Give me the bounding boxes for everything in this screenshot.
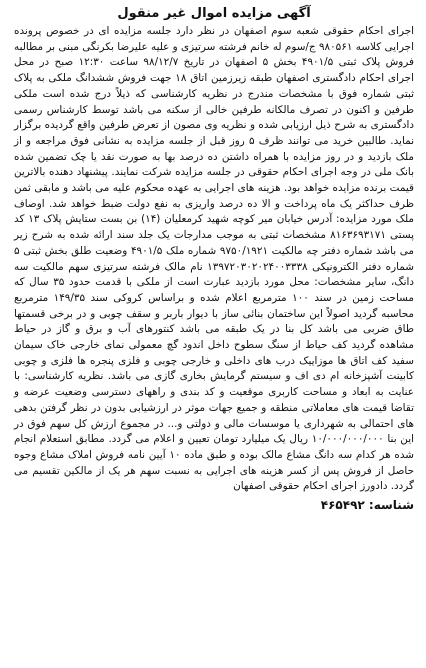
notice-code-label: شناسه: xyxy=(368,498,414,513)
auction-notice xyxy=(14,6,414,646)
notice-body-text: اجرای احکام حقوقی شعبه سوم اصفهان در نظر دارد جلسه مزایده ای در خصوص پرونده اجرایی کلاسه ۹۸۰۵۶۱ ج/سوم له خانم فرشته سرتیزی و علیه علیرضا بکرنگی مبنی بر مطالبه فروش پلاک ثبتی ۴۹۰۱/۵ بخش ۵ اصفهان در تاریخ ۹۸/۱۲/۷ ساعت ۱۲:۳۰ صبح در محل اجرای احکام دادگستری اصفهان طبقه زیرزمین اتاق ۱۸ جهت فروش ششدانگ ملکی به پلاک ثبتی شماره فوق با مشخصات مندرج در نظریه کارشناسی که ذیلاً درج شده است ملکی طرفین و اکنون در تصرف مالکانه طرفین خالی از سکنه می باشد توسط کارشناس رسمی دادگستری به شرح ذیل ارزیابی شده و نظریه وی مصون از تعرض طرفین واقع گردیده برگزار نماید. طالبین خرید می توانند ظرف ۵ روز قبل از جلسه مزایده به نشانی فوق مراجعه و از ملک بازدید و در روز مزایده با همراه داشتن ده درصد بها به صورت نقد یا چک تضمین شده بانک ملی در وجه اجرای احکام حقوقی در جلسه مزایده شرکت نمایند. پیشنهاد دهنده بالاترین قیمت برنده مزایده خواهد بود. هزینه های اجرایی به عهده محکوم علیه می باشد و مابقی ثمن ظرف حداکثر یک ماه پرداخت و الا ده درصد واریزی به نفع دولت ضبط خواهد شد. اوصاف ملک مورد مزایده: آدرس خیابان میر کوچه شهید کرمعلیان (۱۴) بن بست ستایش پلاک ۱۳ کد پستی ۸۱۶۳۶۹۳۱۷۱ مشخصات ثبتی به موجب مدارجات یک جلد سند ارائه شده به شرح زیر می باشد شماره دفتر چه مالکیت ۹۷۵۰/۱۹۲۱ شماره ملک ۴۹۰۱/۵ وضعیت طلق بخش ثبتی ۵ شماره دفتر الکترونیکی ۱۳۹۷۲۰۳۰۲۰۲۴۰۰۳۳۳۸ نام مالک فرشته سرتیزی سهم مالکیت سه دانگ، سایر مشخصات: محل مورد بازدید عبارت است از ملکی با قدمت حدود ۳۵ سال که مساحت زمین در سند ۱۰۰ مترمربع اعلام شده و براساس کروکی سند ۱۴۹/۳۵ مترمربع محاسبه گردید اصولاً این ساختمان بنائی ساز با دیوار باربر و سقف چوبی و در برخی قسمتها طاق ضربی می باشد کل بنا در یک طبقه می باشد کنتورهای آب و برق و گاز در حیاط مشاهده گردید کف حیاط از سنگ سطوح داخل اندود گچ معمولی نمای خارجی خاک سیمان سفید کف اتاق ها موزاییک درب های داخلی و خارجی چوبی و فلزی پنجره ها فلزی و چوبی کابینت آشپزخانه ام دی اف و سیستم گرمایش بخاری گازی می باشد. نظریه کارشناسی: با عنایت به ابعاد و مساحت کاربری موقعیت و کد بندی و راههای دسترسی وضعیت عرضه و تقاضا قیمت های معاملاتی منطقه و جمیع جهات موثر در ارزشیابی بدون در نظر گرفتن بدهی های احتمالی به شهرداری یا موسسات مالی و دولتی و... در مجموع ارزش کل سهم فوق در این بنا ۱۰/۰۰۰/۰۰۰/۰۰۰ ریال یک میلیارد تومان تعیین و اعلام می گردد. مطابق استعلام انجام شده هر کدام سه دانگ مشاع مالک بوده و طبق ماده ۱۰ آیین نامه فروش املاک مشاع وجوه حاصل از فروش پس از کسر هزینه های اجرایی به نسبت سهم هر یک از مالکین تقسیم می گردد. دادورز اجرای احکام حقوقی اصفهان xyxy=(14,25,415,493)
notice-title: آگهی مزایده اموال غیر منقول xyxy=(117,6,311,21)
notice-code-value: ۴۶۵۴۹۲ xyxy=(320,498,365,513)
notice-code-line xyxy=(14,497,414,513)
